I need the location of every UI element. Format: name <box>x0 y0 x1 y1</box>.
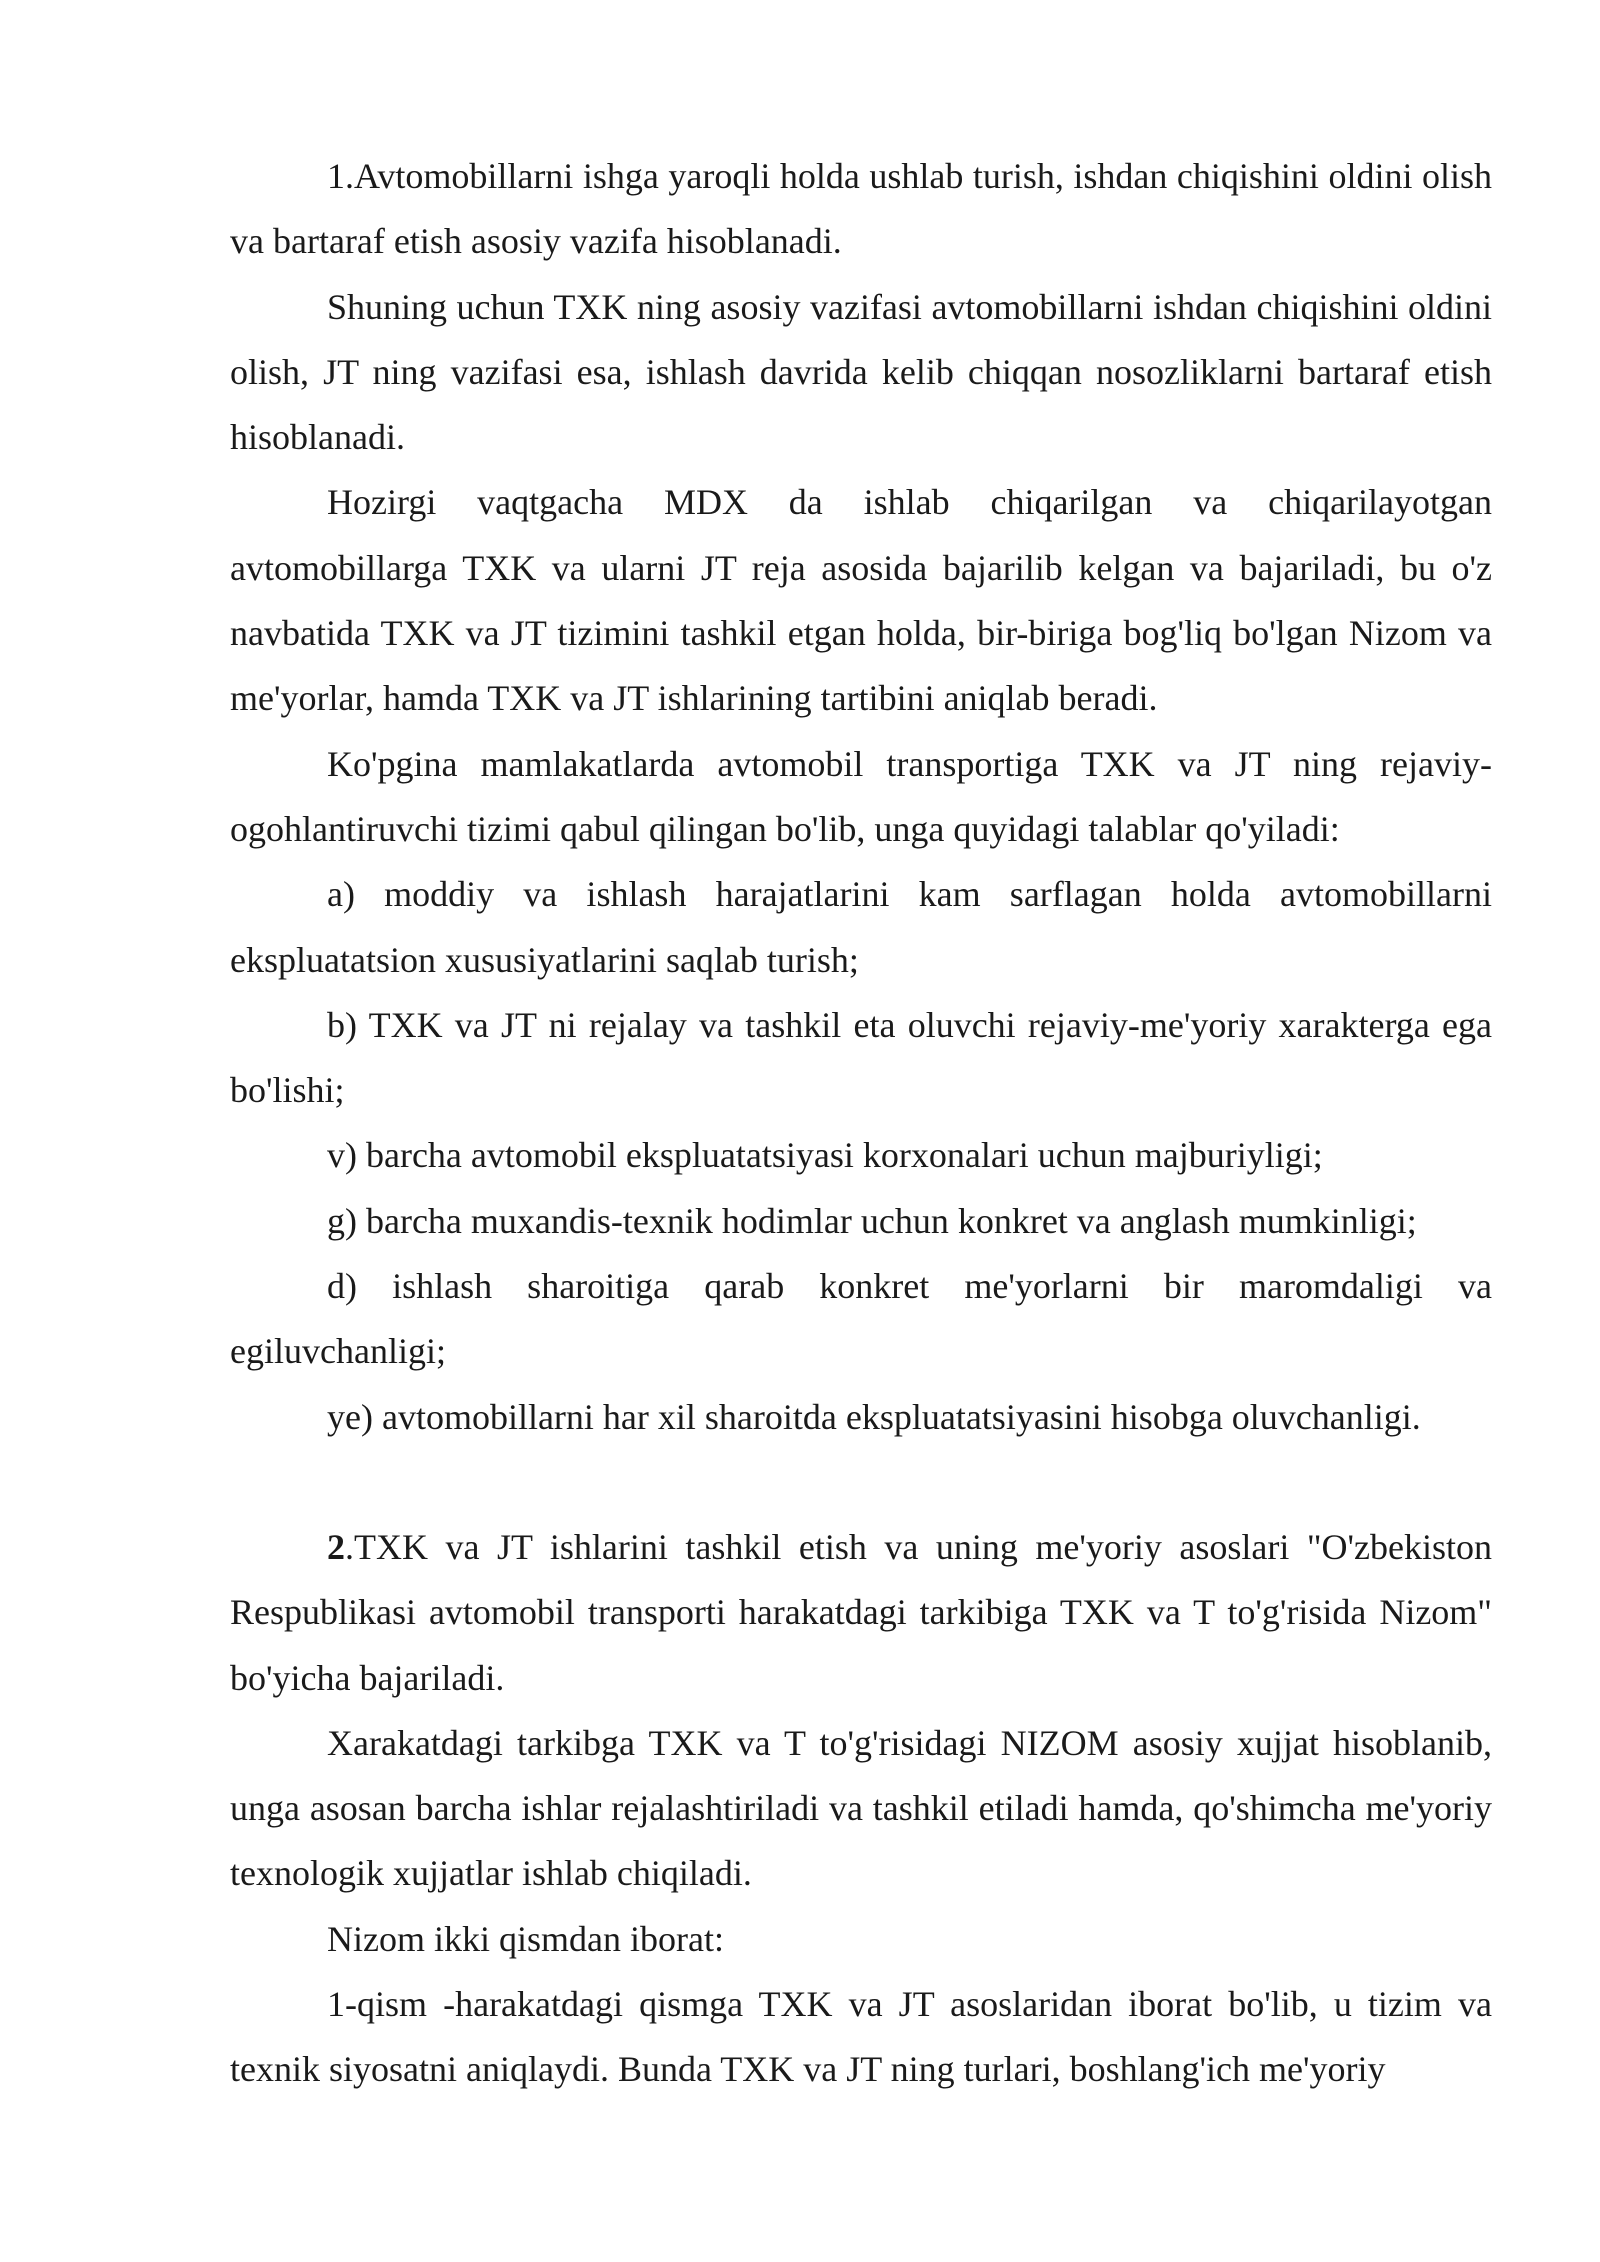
paragraph-3: Hozirgi vaqtgacha MDX da ishlab chiqarilgan va chiqarilayotgan avtomobillarga TXK va ularni JT reja asosida bajarilib kelgan va bajariladi, bu o'z navbatida TXK va JT tizimini tashkil etgan holda, bir-biriga bog'liq bo'lgan Nizom va me'yorlar, hamda TXK va JT ishlarining tartibini aniqlab beradi. <box>230 482 1492 719</box>
paragraph-1: 1.Avtomobillarni ishga yaroqli holda ushlab turish, ishdan chiqishini oldini olish va bartaraf etish asosiy vazifa hisoblanadi. <box>230 156 1492 262</box>
list-item-b: b) TXK va JT ni rejalay va tashkil eta oluvchi rejaviy-me'yoriy xarakterga ega bo'lishi; <box>230 1004 1492 1111</box>
paragraph-4: Ko'pgina mamlakatlarda avtomobil transportiga TXK va JT ning rejaviy-ogohlantiruvchi tizimi qabul qilingan bo'lib, unga quyidagi talablar qo'yiladi: <box>230 743 1492 849</box>
section-number: 2 <box>327 1526 345 1567</box>
paragraph-nizom-parts: Nizom ikki qismdan iborat: <box>327 1918 724 1959</box>
section-2-text: .TXK va JT ishlarini tashkil etish va uning me'yoriy asoslari "O'zbekiston Respublikasi avtomobil transporti harakatdagi tarkibiga TXK va T to'g'risida Nizom" bo'yicha bajariladi. <box>230 1526 1492 1698</box>
list-item-v: v) barcha avtomobil ekspluatatsiyasi korxonalari uchun majburiyligi; <box>327 1135 1323 1176</box>
paragraph-section-2 <box>230 1515 1492 1711</box>
paragraph-2: Shuning uchun TXK ning asosiy vazifasi avtomobillarni ishdan chiqishini oldini olish, JT ning vazifasi esa, ishlash davrida kelib chiqqan nosozliklarni bartaraf etish hisoblanadi. <box>230 286 1492 458</box>
list-item-d: d) ishlash sharoitiga qarab konkret me'yorlarni bir maromdaligi va egiluvchanligi; <box>230 1266 1492 1372</box>
list-item-g: g) barcha muxandis-texnik hodimlar uchun konkret va anglash mumkinligi; <box>327 1200 1417 1241</box>
list-item-a: a) moddiy va ishlash harajatlarini kam sarflagan holda avtomobillarni ekspluatatsion xususiyatlarini saqlab turish; <box>230 874 1492 980</box>
list-item-ye: ye) avtomobillarni har xil sharoitda ekspluatatsiyasini hisobga oluvchanligi. <box>327 1396 1421 1437</box>
paragraph-part-1: 1-qism -harakatdagi qismga TXK va JT asoslaridan iborat bo'lib, u tizim va texnik siyosatni aniqlaydi. Bunda TXK va JT ning turlari, boshlang'ich me'yoriy <box>230 1984 1492 2090</box>
section-spacer <box>230 1450 1492 1515</box>
paragraph-nizom-document: Xarakatdagi tarkibga TXK va T to'g'risidagi NIZOM asosiy xujjat hisoblanib, unga asosan barcha ishlar rejalashtiriladi va tashkil etiladi hamda, qo'shimcha me'yoriy texnologik xujjatlar ishlab chiqiladi. <box>230 1722 1492 1894</box>
document-page <box>230 144 1492 2103</box>
